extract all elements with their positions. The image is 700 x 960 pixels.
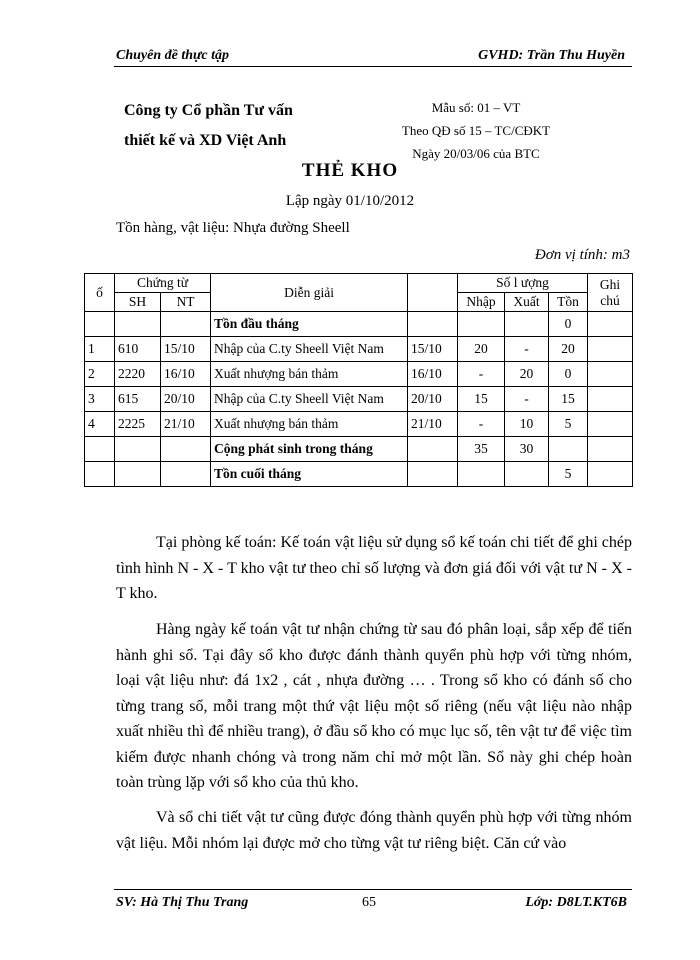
paragraph-1	[116, 530, 632, 607]
cell-ton: 0	[549, 312, 588, 337]
table-row	[85, 387, 633, 412]
cell-nt: 20/10	[161, 387, 211, 412]
cell-ghi-chu	[588, 387, 633, 412]
table-row	[85, 337, 633, 362]
cell-stt: 2	[85, 362, 115, 387]
cell-dien-giai: Tồn cuối tháng	[211, 462, 408, 487]
cell-xuat: 20	[505, 362, 549, 387]
cell-sh: 2225	[115, 412, 161, 437]
cell-nt: 15/10	[161, 337, 211, 362]
cell-xuat	[505, 312, 549, 337]
cell-xuat	[505, 462, 549, 487]
cell-nhap: 15	[458, 387, 505, 412]
cell-stt: 3	[85, 387, 115, 412]
cell-ngay: 21/10	[408, 412, 458, 437]
cell-xuat: 10	[505, 412, 549, 437]
paragraph-1-text: Tại phòng kế toán: Kế toán vật liệu sử dụng sổ kế toán chi tiết để ghi chép tình hình N - X - T kho vật tư theo chỉ số lượng và đơn giá đối với vật tư N - X - T kho.	[116, 534, 632, 602]
form-date: Ngày 20/03/06 của BTC	[412, 146, 540, 161]
cell-xuat: -	[505, 337, 549, 362]
cell-sh: 2220	[115, 362, 161, 387]
unit-line: Đơn vị tính: m3	[534, 247, 630, 263]
cell-dien-giai: Nhập của C.ty Sheell Việt Nam	[211, 387, 408, 412]
cell-stt: 1	[85, 337, 115, 362]
cell-ton	[549, 437, 588, 462]
cell-nt	[161, 437, 211, 462]
page-number: 65	[362, 895, 376, 910]
cell-sh: 615	[115, 387, 161, 412]
footer-rule	[114, 889, 632, 890]
cell-ton: 5	[549, 462, 588, 487]
cell-stt	[85, 462, 115, 487]
cell-ghi-chu	[588, 362, 633, 387]
table-row	[85, 412, 633, 437]
cell-dien-giai: Nhập của C.ty Sheell Việt Nam	[211, 337, 408, 362]
cell-nhap: 20	[458, 337, 505, 362]
cell-ghi-chu	[588, 437, 633, 462]
col-header-chung-tu: Chứng từ	[115, 274, 211, 293]
cell-sh	[115, 437, 161, 462]
col-header-xuat: Xuất	[505, 293, 549, 312]
material-line: Tồn hàng, vật liệu: Nhựa đường Sheell	[116, 220, 350, 236]
company-block	[124, 96, 293, 156]
col-header-sh: SH	[115, 293, 161, 312]
cell-ton: 5	[549, 412, 588, 437]
paragraph-2	[116, 617, 632, 796]
cell-ngay: 20/10	[408, 387, 458, 412]
cell-sh	[115, 462, 161, 487]
cell-nhap: -	[458, 362, 505, 387]
cell-dien-giai: Tồn đầu tháng	[211, 312, 408, 337]
document-title: THẺ KHO	[301, 160, 399, 181]
cell-ngay	[408, 312, 458, 337]
cell-dien-giai: Xuất nhượng bán thảm	[211, 362, 408, 387]
cell-ghi-chu	[588, 462, 633, 487]
cell-stt: 4	[85, 412, 115, 437]
form-decision: Theo QĐ số 15 – TC/CĐKT	[401, 123, 551, 138]
cell-ghi-chu	[588, 312, 633, 337]
cell-ngay: 15/10	[408, 337, 458, 362]
table-row	[85, 437, 633, 462]
cell-ton: 15	[549, 387, 588, 412]
cell-nt: 16/10	[161, 362, 211, 387]
paragraph-3-text: Và sổ chi tiết vật tư cũng được đóng thành quyển phù hợp với từng nhóm vật liệu. Mỗi nhóm lại được mở cho từng vật tư riêng biệt. Căn cứ vào	[116, 809, 632, 852]
footer-class: Lớp: D8LT.KT6B	[525, 895, 627, 910]
cell-stt	[85, 312, 115, 337]
cell-ton: 0	[549, 362, 588, 387]
company-name-line2: thiết kế và XD Việt Anh	[124, 132, 287, 149]
cell-nhap	[458, 462, 505, 487]
col-header-dien-giai: Diễn giải	[211, 274, 408, 312]
col-header-ngay	[408, 274, 458, 312]
cell-nhap: -	[458, 412, 505, 437]
header-right: GVHD: Trần Thu Huyền	[478, 48, 625, 63]
cell-sh	[115, 312, 161, 337]
header-rule	[114, 66, 632, 67]
cell-stt	[85, 437, 115, 462]
cell-xuat: -	[505, 387, 549, 412]
cell-sh: 610	[115, 337, 161, 362]
col-header-so-luong: Số l ượng	[458, 274, 588, 293]
cell-nt	[161, 312, 211, 337]
table-row	[85, 312, 633, 337]
cell-nhap	[458, 312, 505, 337]
cell-ghi-chu	[588, 412, 633, 437]
table-row	[85, 362, 633, 387]
cell-dien-giai: Xuất nhượng bán thảm	[211, 412, 408, 437]
document-date: Lập ngày 01/10/2012	[285, 193, 415, 209]
cell-ngay: 16/10	[408, 362, 458, 387]
col-header-nt: NT	[161, 293, 211, 312]
col-header-ghi-chu: Ghi chú	[588, 274, 633, 312]
table-row	[85, 462, 633, 487]
cell-ton: 20	[549, 337, 588, 362]
cell-ngay	[408, 437, 458, 462]
cell-dien-giai: Cộng phát sinh trong tháng	[211, 437, 408, 462]
paragraph-2-text: Hàng ngày kế toán vật tư nhận chứng từ sau đó phân loại, sắp xếp để tiến hành ghi sổ. Tại đây sổ kho được đánh thành quyển phù hợp với từng nhóm, loại vật liệu như: đá 1x2 , cát , nhựa đường … . Trong sổ kho có đánh số cho từng trang sổ, mỗi trang một thứ vật liệu một số riêng (nếu vật liệu nào nhập xuất nhiều thì để nhiều trang), ở đầu sổ kho có mục lục số, tên vật tư để việc tìm kiếm được nhanh chóng và trong năm chỉ mở một lần. Sổ này ghi chép hoàn toàn trùng lặp với sổ kho của thủ kho.	[116, 621, 632, 791]
col-header-ton: Tồn	[549, 293, 588, 312]
cell-nt	[161, 462, 211, 487]
form-number: Mẫu số: 01 – VT	[431, 100, 521, 115]
cell-ngay	[408, 462, 458, 487]
cell-xuat: 30	[505, 437, 549, 462]
stock-card-table	[84, 273, 633, 487]
cell-nhap: 35	[458, 437, 505, 462]
footer-student: SV: Hà Thị Thu Trang	[116, 895, 249, 910]
form-meta-block	[386, 96, 566, 165]
cell-ghi-chu	[588, 337, 633, 362]
cell-nt: 21/10	[161, 412, 211, 437]
company-name-line1: Công ty Cổ phần Tư vấn	[124, 102, 293, 119]
header-left: Chuyên đề thực tập	[116, 48, 230, 63]
col-header-nhap: Nhập	[458, 293, 505, 312]
col-header-stt: ố	[85, 274, 115, 312]
paragraph-3	[116, 805, 632, 856]
